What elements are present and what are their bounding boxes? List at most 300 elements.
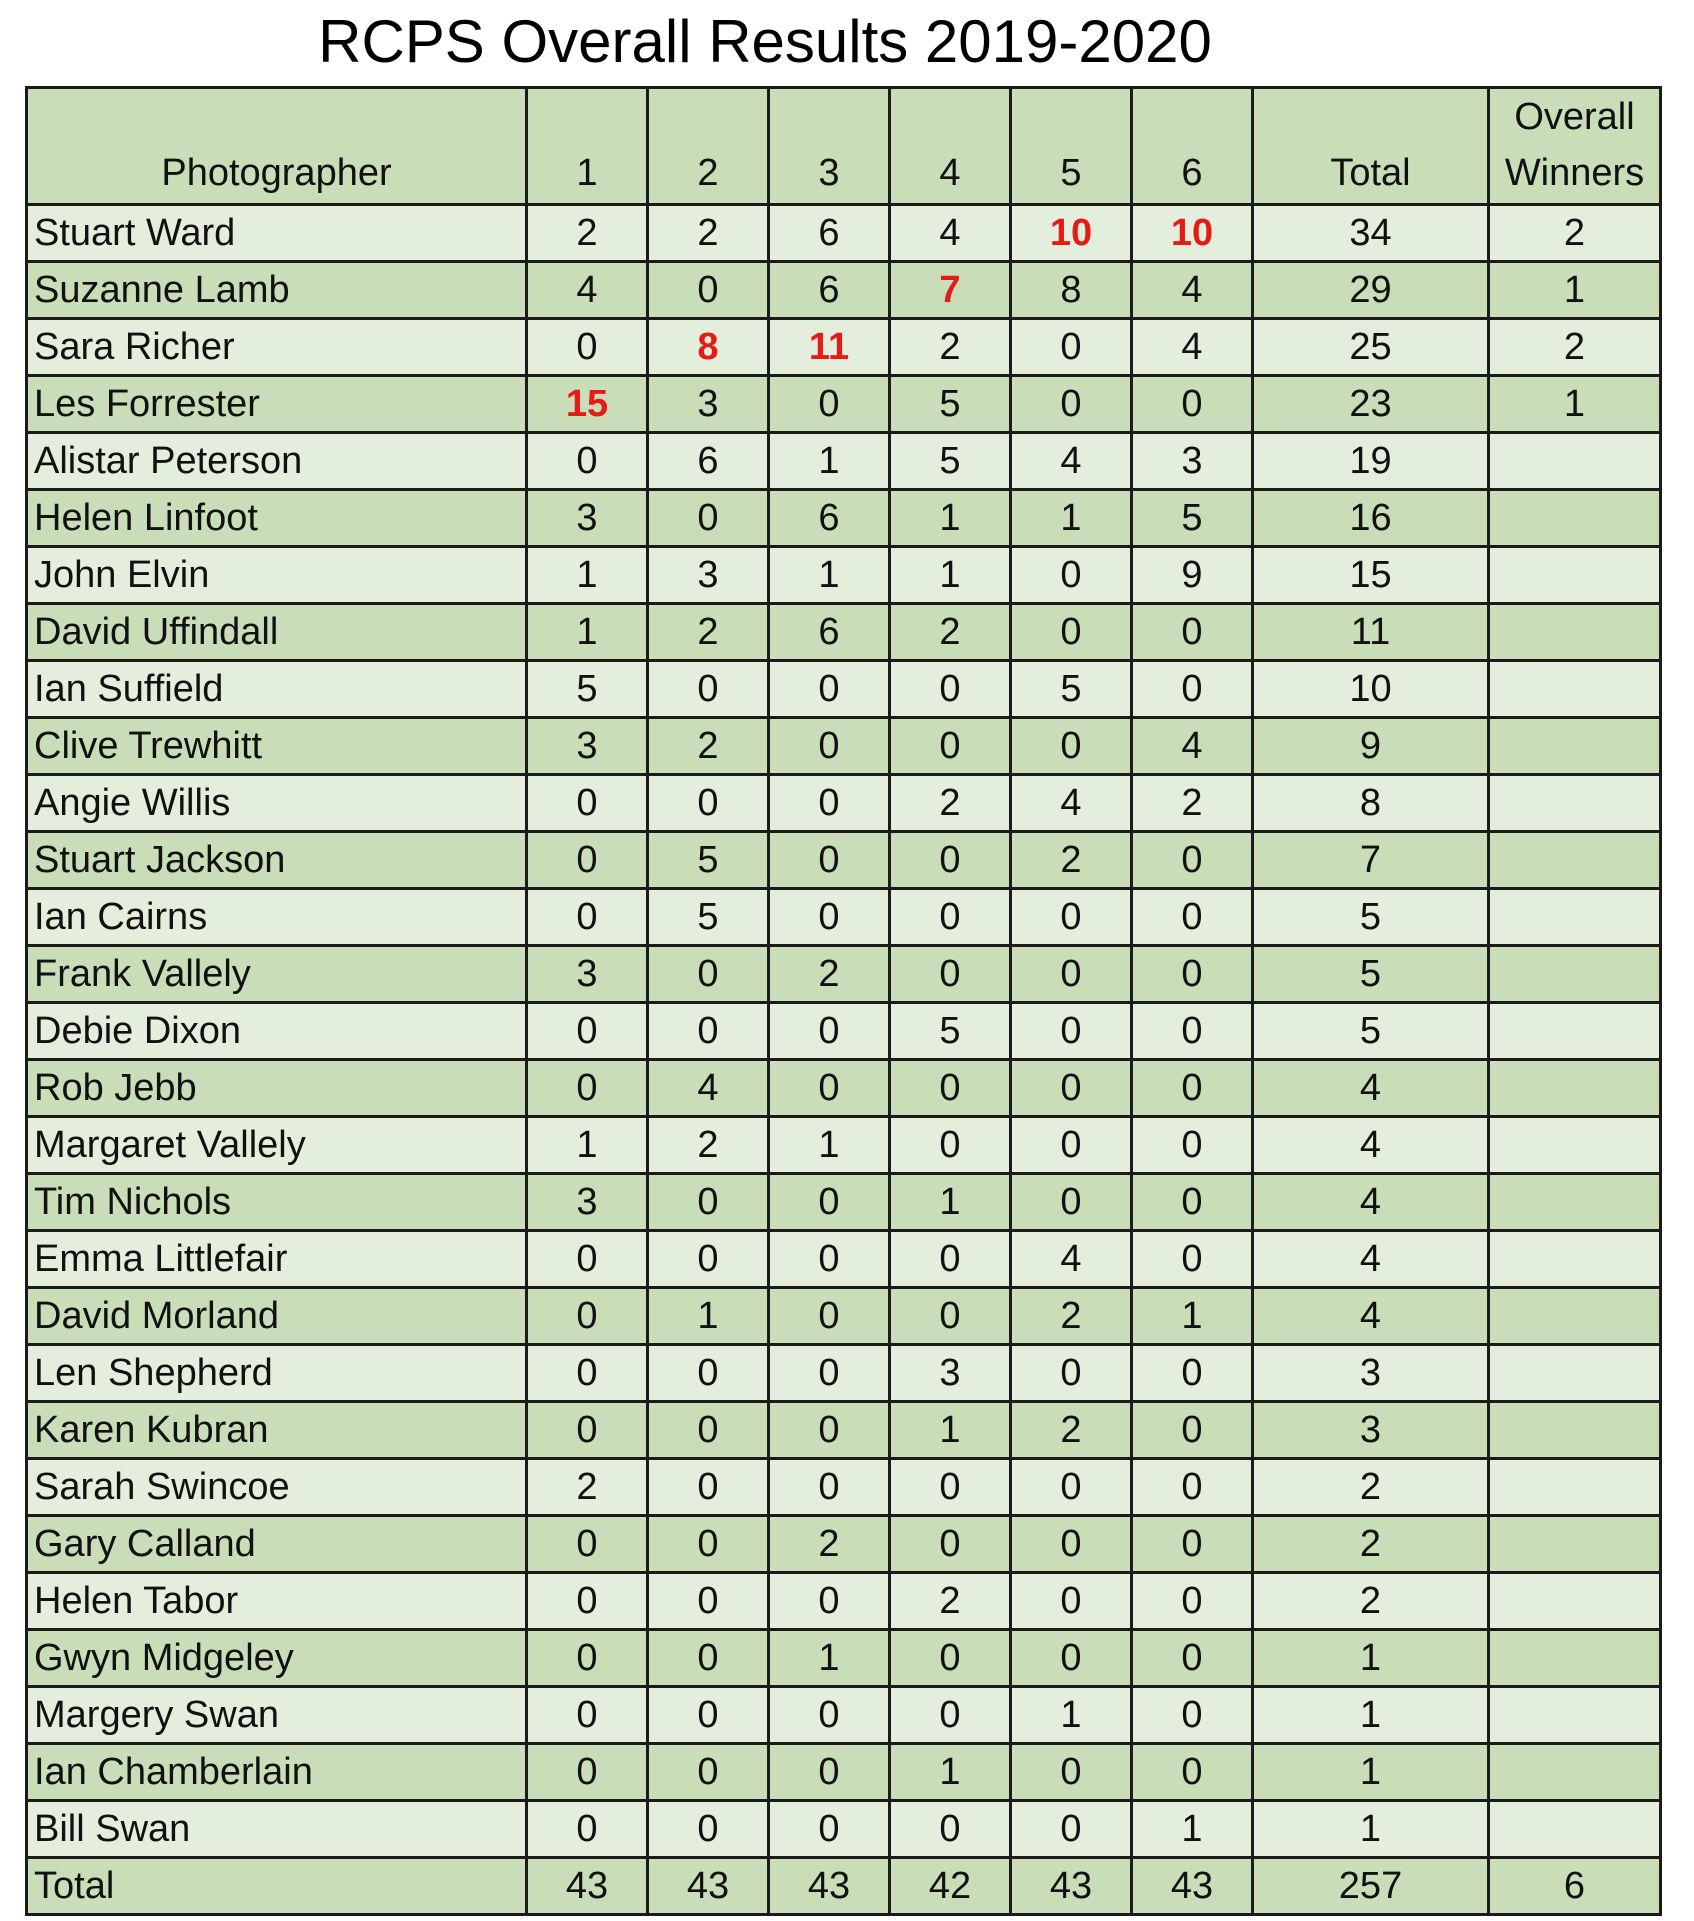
round-5-score: 1: [1011, 490, 1132, 547]
photographer-name: Emma Littlefair: [27, 1231, 527, 1288]
round-3-score: 0: [769, 376, 890, 433]
photographer-name: Stuart Jackson: [27, 832, 527, 889]
overall-winners-count: 1: [1489, 376, 1661, 433]
round-5-score: 10: [1011, 205, 1132, 262]
round-1-score: 0: [527, 1744, 648, 1801]
round-3-score: 1: [769, 433, 890, 490]
row-total: 4: [1253, 1288, 1489, 1345]
round-2-score: 0: [648, 1687, 769, 1744]
round-6-score: 0: [1132, 661, 1253, 718]
row-total: 1: [1253, 1630, 1489, 1687]
row-total: 2: [1253, 1459, 1489, 1516]
table-row: [27, 1060, 1661, 1117]
round-6-score: 0: [1132, 1174, 1253, 1231]
round-6-score: 9: [1132, 547, 1253, 604]
round-3-score: 0: [769, 1402, 890, 1459]
round-1-score: 15: [527, 376, 648, 433]
round-4-score: 4: [890, 205, 1011, 262]
table-row: [27, 775, 1661, 832]
round-2-score: 0: [648, 262, 769, 319]
round-5-score: 8: [1011, 262, 1132, 319]
table-row: [27, 1459, 1661, 1516]
round-6-score: 2: [1132, 775, 1253, 832]
header-photographer: Photographer: [27, 88, 527, 205]
round-5-score: 0: [1011, 1003, 1132, 1060]
table-row: [27, 262, 1661, 319]
photographer-name: Debie Dixon: [27, 1003, 527, 1060]
overall-winners-count: [1489, 490, 1661, 547]
overall-winners-count: [1489, 1573, 1661, 1630]
round-6-score: 0: [1132, 1459, 1253, 1516]
table-row: [27, 1402, 1661, 1459]
round-5-score: 4: [1011, 433, 1132, 490]
round-2-score: 0: [648, 1801, 769, 1858]
round-6-score: 0: [1132, 889, 1253, 946]
header-round-6: 6: [1132, 88, 1253, 205]
round-5-score: 0: [1011, 718, 1132, 775]
round-2-score: 0: [648, 661, 769, 718]
row-total: 4: [1253, 1060, 1489, 1117]
round-6-score: 1: [1132, 1801, 1253, 1858]
round-4-score: 0: [890, 832, 1011, 889]
overall-winners-count: [1489, 1117, 1661, 1174]
overall-winners-count: [1489, 547, 1661, 604]
round-1-score: 5: [527, 661, 648, 718]
round-5-score: 0: [1011, 1174, 1132, 1231]
header-total: Total: [1253, 88, 1489, 205]
row-total: 5: [1253, 946, 1489, 1003]
row-total: 4: [1253, 1117, 1489, 1174]
round-2-score: 2: [648, 1117, 769, 1174]
overall-winners-count: [1489, 1174, 1661, 1231]
row-total: 25: [1253, 319, 1489, 376]
round-3-score: 0: [769, 1060, 890, 1117]
round-6-score: 0: [1132, 1573, 1253, 1630]
round-3-score: 11: [769, 319, 890, 376]
overall-winners-count: [1489, 1801, 1661, 1858]
round-1-score: 0: [527, 889, 648, 946]
round-3-score: 6: [769, 262, 890, 319]
round-5-score: 0: [1011, 1744, 1132, 1801]
round-4-score: 5: [890, 433, 1011, 490]
overall-winners-count: 2: [1489, 319, 1661, 376]
round-3-score: 0: [769, 1573, 890, 1630]
table-row: [27, 1345, 1661, 1402]
table-row: [27, 376, 1661, 433]
round-1-score: 0: [527, 1516, 648, 1573]
photographer-name: Helen Linfoot: [27, 490, 527, 547]
row-total: 4: [1253, 1174, 1489, 1231]
overall-winners-count: [1489, 433, 1661, 490]
table-row: [27, 319, 1661, 376]
photographer-name: David Morland: [27, 1288, 527, 1345]
round-2-score: 5: [648, 832, 769, 889]
overall-winners-count: [1489, 946, 1661, 1003]
photographer-name: Stuart Ward: [27, 205, 527, 262]
overall-winners-count: [1489, 1060, 1661, 1117]
round-1-score: 3: [527, 490, 648, 547]
row-total: 16: [1253, 490, 1489, 547]
row-total: 11: [1253, 604, 1489, 661]
round-6-score: 0: [1132, 946, 1253, 1003]
round-4-score: 1: [890, 547, 1011, 604]
round-3-score: 0: [769, 1744, 890, 1801]
row-total: 3: [1253, 1345, 1489, 1402]
round-3-score: 1: [769, 1630, 890, 1687]
round-2-score: 0: [648, 1402, 769, 1459]
header-row: [27, 88, 1661, 205]
overall-winners-count: [1489, 1231, 1661, 1288]
overall-winners-count: [1489, 1516, 1661, 1573]
table-row: [27, 1744, 1661, 1801]
round-2-score: 1: [648, 1288, 769, 1345]
row-total: 7: [1253, 832, 1489, 889]
round-4-score: 0: [890, 1459, 1011, 1516]
table-row: [27, 604, 1661, 661]
round-5-score: 0: [1011, 1573, 1132, 1630]
row-total: 1: [1253, 1687, 1489, 1744]
totals-round-2: 43: [648, 1858, 769, 1915]
row-total: 34: [1253, 205, 1489, 262]
overall-winners-count: [1489, 889, 1661, 946]
round-1-score: 0: [527, 1687, 648, 1744]
round-1-score: 3: [527, 946, 648, 1003]
round-3-score: 0: [769, 1687, 890, 1744]
header-round-4: 4: [890, 88, 1011, 205]
row-total: 5: [1253, 889, 1489, 946]
page-title: RCPS Overall Results 2019-2020: [318, 8, 1212, 75]
round-5-score: 0: [1011, 319, 1132, 376]
photographer-name: Les Forrester: [27, 376, 527, 433]
round-2-score: 0: [648, 946, 769, 1003]
round-5-score: 0: [1011, 946, 1132, 1003]
round-4-score: 0: [890, 1516, 1011, 1573]
photographer-name: Frank Vallely: [27, 946, 527, 1003]
round-5-score: 0: [1011, 1345, 1132, 1402]
table-row: [27, 490, 1661, 547]
photographer-name: Sara Richer: [27, 319, 527, 376]
overall-winners-count: [1489, 661, 1661, 718]
totals-total: 257: [1253, 1858, 1489, 1915]
photographer-name: Angie Willis: [27, 775, 527, 832]
round-4-score: 0: [890, 946, 1011, 1003]
round-1-score: 4: [527, 262, 648, 319]
round-3-score: 2: [769, 946, 890, 1003]
row-total: 29: [1253, 262, 1489, 319]
round-5-score: 0: [1011, 547, 1132, 604]
round-3-score: 0: [769, 1459, 890, 1516]
round-2-score: 4: [648, 1060, 769, 1117]
round-4-score: 5: [890, 376, 1011, 433]
header-round-3: 3: [769, 88, 890, 205]
round-3-score: 0: [769, 1231, 890, 1288]
totals-winners: 6: [1489, 1858, 1661, 1915]
photographer-name: Len Shepherd: [27, 1345, 527, 1402]
round-4-score: 2: [890, 319, 1011, 376]
round-2-score: 0: [648, 1573, 769, 1630]
table-row: [27, 832, 1661, 889]
round-2-score: 3: [648, 376, 769, 433]
overall-winners-count: [1489, 1687, 1661, 1744]
row-total: 2: [1253, 1573, 1489, 1630]
overall-winners-count: [1489, 604, 1661, 661]
photographer-name: Clive Trewhitt: [27, 718, 527, 775]
row-total: 4: [1253, 1231, 1489, 1288]
overall-winners-count: [1489, 1459, 1661, 1516]
row-total: 10: [1253, 661, 1489, 718]
round-4-score: 7: [890, 262, 1011, 319]
round-1-score: 0: [527, 1573, 648, 1630]
table-row: [27, 718, 1661, 775]
round-4-score: 0: [890, 1687, 1011, 1744]
round-1-score: 1: [527, 1117, 648, 1174]
round-5-score: 0: [1011, 1117, 1132, 1174]
photographer-name: David Uffindall: [27, 604, 527, 661]
round-5-score: 4: [1011, 1231, 1132, 1288]
photographer-name: Rob Jebb: [27, 1060, 527, 1117]
round-4-score: 1: [890, 490, 1011, 547]
overall-winners-count: 1: [1489, 262, 1661, 319]
round-2-score: 0: [648, 1744, 769, 1801]
results-table: [25, 86, 1662, 1916]
round-3-score: 0: [769, 832, 890, 889]
row-total: 1: [1253, 1744, 1489, 1801]
round-1-score: 1: [527, 604, 648, 661]
round-5-score: 0: [1011, 889, 1132, 946]
table-row: [27, 547, 1661, 604]
photographer-name: Suzanne Lamb: [27, 262, 527, 319]
round-3-score: 1: [769, 1117, 890, 1174]
round-4-score: 0: [890, 1060, 1011, 1117]
round-4-score: 0: [890, 661, 1011, 718]
photographer-name: Sarah Swincoe: [27, 1459, 527, 1516]
round-1-score: 2: [527, 205, 648, 262]
table-row: [27, 1231, 1661, 1288]
photographer-name: Gary Calland: [27, 1516, 527, 1573]
round-4-score: 2: [890, 1573, 1011, 1630]
overall-winners-count: [1489, 1003, 1661, 1060]
photographer-name: Bill Swan: [27, 1801, 527, 1858]
round-2-score: 0: [648, 1516, 769, 1573]
round-6-score: 0: [1132, 1117, 1253, 1174]
table-row: [27, 1630, 1661, 1687]
round-1-score: 0: [527, 775, 648, 832]
totals-round-3: 43: [769, 1858, 890, 1915]
round-1-score: 0: [527, 1630, 648, 1687]
round-1-score: 0: [527, 1345, 648, 1402]
round-6-score: 0: [1132, 1687, 1253, 1744]
table-row: [27, 433, 1661, 490]
round-5-score: 0: [1011, 376, 1132, 433]
round-2-score: 6: [648, 433, 769, 490]
table-row: [27, 1003, 1661, 1060]
results-body: [27, 205, 1661, 1858]
round-3-score: 0: [769, 1345, 890, 1402]
photographer-name: Ian Suffield: [27, 661, 527, 718]
round-3-score: 0: [769, 1288, 890, 1345]
round-6-score: 0: [1132, 1744, 1253, 1801]
overall-winners-count: 2: [1489, 205, 1661, 262]
photographer-name: Tim Nichols: [27, 1174, 527, 1231]
round-5-score: 1: [1011, 1687, 1132, 1744]
round-6-score: 0: [1132, 1345, 1253, 1402]
round-2-score: 0: [648, 1630, 769, 1687]
row-total: 2: [1253, 1516, 1489, 1573]
round-4-score: 2: [890, 604, 1011, 661]
round-2-score: 2: [648, 718, 769, 775]
header-round-5: 5: [1011, 88, 1132, 205]
row-total: 15: [1253, 547, 1489, 604]
row-total: 8: [1253, 775, 1489, 832]
photographer-name: John Elvin: [27, 547, 527, 604]
overall-winners-count: [1489, 1288, 1661, 1345]
round-3-score: 0: [769, 661, 890, 718]
round-5-score: 0: [1011, 604, 1132, 661]
round-3-score: 6: [769, 205, 890, 262]
round-3-score: 0: [769, 775, 890, 832]
overall-winners-count: [1489, 1630, 1661, 1687]
photographer-name: Ian Chamberlain: [27, 1744, 527, 1801]
table-row: [27, 1573, 1661, 1630]
round-2-score: 3: [648, 547, 769, 604]
totals-label: Total: [27, 1858, 527, 1915]
round-2-score: 0: [648, 1459, 769, 1516]
row-total: 5: [1253, 1003, 1489, 1060]
round-4-score: 0: [890, 1117, 1011, 1174]
round-3-score: 0: [769, 718, 890, 775]
round-1-score: 1: [527, 547, 648, 604]
round-2-score: 0: [648, 775, 769, 832]
round-5-score: 0: [1011, 1516, 1132, 1573]
totals-round-4: 42: [890, 1858, 1011, 1915]
round-4-score: 1: [890, 1402, 1011, 1459]
totals-round-6: 43: [1132, 1858, 1253, 1915]
round-5-score: 2: [1011, 832, 1132, 889]
table-row: [27, 946, 1661, 1003]
totals-round-5: 43: [1011, 1858, 1132, 1915]
round-3-score: 6: [769, 604, 890, 661]
round-6-score: 5: [1132, 490, 1253, 547]
table-row: [27, 1687, 1661, 1744]
round-4-score: 0: [890, 889, 1011, 946]
table-row: [27, 205, 1661, 262]
overall-winners-count: [1489, 1345, 1661, 1402]
header-round-2: 2: [648, 88, 769, 205]
round-6-score: 0: [1132, 1003, 1253, 1060]
photographer-name: Margery Swan: [27, 1687, 527, 1744]
round-3-score: 0: [769, 1003, 890, 1060]
round-4-score: 3: [890, 1345, 1011, 1402]
table-row: [27, 1801, 1661, 1858]
round-4-score: 0: [890, 1288, 1011, 1345]
round-6-score: 0: [1132, 604, 1253, 661]
round-5-score: 0: [1011, 1630, 1132, 1687]
photographer-name: Karen Kubran: [27, 1402, 527, 1459]
round-4-score: 0: [890, 1630, 1011, 1687]
round-6-score: 0: [1132, 1231, 1253, 1288]
round-3-score: 2: [769, 1516, 890, 1573]
round-6-score: 0: [1132, 832, 1253, 889]
round-6-score: 0: [1132, 1516, 1253, 1573]
overall-winners-count: [1489, 718, 1661, 775]
round-1-score: 0: [527, 1402, 648, 1459]
round-1-score: 3: [527, 718, 648, 775]
round-2-score: 0: [648, 1174, 769, 1231]
header-overall-winners: Overall Winners: [1489, 88, 1661, 205]
photographer-name: Ian Cairns: [27, 889, 527, 946]
table-row: [27, 1174, 1661, 1231]
round-5-score: 0: [1011, 1060, 1132, 1117]
round-5-score: 5: [1011, 661, 1132, 718]
round-4-score: 1: [890, 1174, 1011, 1231]
round-6-score: 3: [1132, 433, 1253, 490]
row-total: 3: [1253, 1402, 1489, 1459]
round-1-score: 3: [527, 1174, 648, 1231]
table-row: [27, 1288, 1661, 1345]
overall-winners-count: [1489, 775, 1661, 832]
round-1-score: 0: [527, 1801, 648, 1858]
round-3-score: 6: [769, 490, 890, 547]
round-6-score: 0: [1132, 376, 1253, 433]
round-2-score: 0: [648, 1345, 769, 1402]
table-row: [27, 661, 1661, 718]
round-2-score: 2: [648, 604, 769, 661]
round-2-score: 0: [648, 490, 769, 547]
round-1-score: 2: [527, 1459, 648, 1516]
photographer-name: Margaret Vallely: [27, 1117, 527, 1174]
totals-round-1: 43: [527, 1858, 648, 1915]
round-5-score: 2: [1011, 1402, 1132, 1459]
round-5-score: 0: [1011, 1459, 1132, 1516]
round-3-score: 1: [769, 547, 890, 604]
totals-row: [27, 1858, 1661, 1915]
photographer-name: Alistar Peterson: [27, 433, 527, 490]
header-round-1: 1: [527, 88, 648, 205]
photographer-name: Helen Tabor: [27, 1573, 527, 1630]
row-total: 23: [1253, 376, 1489, 433]
round-1-score: 0: [527, 433, 648, 490]
round-1-score: 0: [527, 1060, 648, 1117]
round-2-score: 8: [648, 319, 769, 376]
round-1-score: 0: [527, 832, 648, 889]
round-4-score: 0: [890, 718, 1011, 775]
table-row: [27, 889, 1661, 946]
table-row: [27, 1117, 1661, 1174]
row-total: 19: [1253, 433, 1489, 490]
overall-winners-count: [1489, 832, 1661, 889]
round-6-score: 1: [1132, 1288, 1253, 1345]
photographer-name: Gwyn Midgeley: [27, 1630, 527, 1687]
round-5-score: 4: [1011, 775, 1132, 832]
round-2-score: 5: [648, 889, 769, 946]
round-6-score: 0: [1132, 1630, 1253, 1687]
round-6-score: 4: [1132, 718, 1253, 775]
round-1-score: 0: [527, 1288, 648, 1345]
round-2-score: 0: [648, 1003, 769, 1060]
table-row: [27, 1516, 1661, 1573]
round-1-score: 0: [527, 319, 648, 376]
round-6-score: 10: [1132, 205, 1253, 262]
row-total: 1: [1253, 1801, 1489, 1858]
round-1-score: 0: [527, 1231, 648, 1288]
round-3-score: 0: [769, 889, 890, 946]
row-total: 9: [1253, 718, 1489, 775]
round-4-score: 0: [890, 1231, 1011, 1288]
overall-winners-count: [1489, 1402, 1661, 1459]
round-3-score: 0: [769, 1801, 890, 1858]
round-2-score: 2: [648, 205, 769, 262]
overall-winners-count: [1489, 1744, 1661, 1801]
